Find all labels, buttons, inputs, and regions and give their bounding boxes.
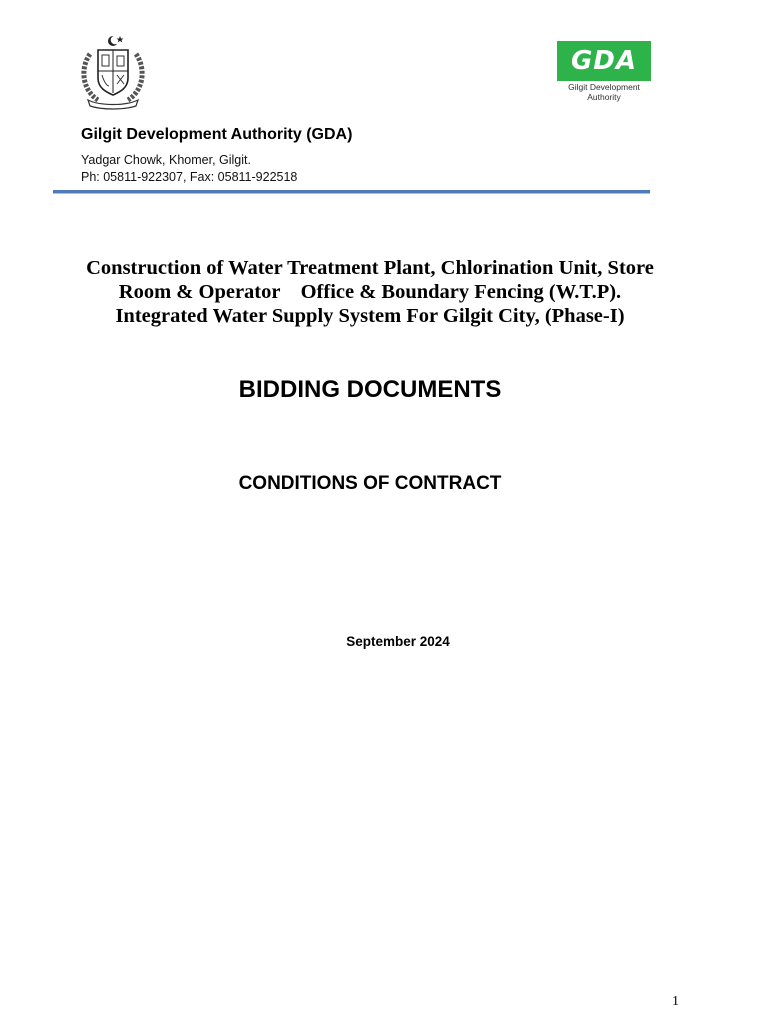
project-title	[40, 256, 700, 328]
document-title: BIDDING DOCUMENTS	[238, 376, 502, 403]
organization-phone-fax: Ph: 05811-922307, Fax: 05811-922518	[81, 170, 298, 184]
gda-logo-caption-line1: Gilgit Development	[568, 82, 640, 92]
document-subtitle: CONDITIONS OF CONTRACT	[238, 473, 502, 494]
organization-name: Gilgit Development Authority (GDA)	[81, 126, 353, 143]
gda-logo-caption	[557, 82, 651, 102]
document-date: September 2024	[346, 634, 450, 649]
gda-logo	[557, 41, 651, 103]
page-number: 1	[672, 994, 679, 1009]
gda-logo-caption-line2: Authority	[587, 92, 621, 102]
project-title-line3: Integrated Water Supply System For Gilgit City, (Phase-I)	[115, 305, 625, 327]
state-emblem-icon	[76, 34, 150, 110]
header-divider	[53, 190, 650, 194]
project-title-line1: Construction of Water Treatment Plant, Chlorination Unit, Store	[86, 257, 654, 279]
gda-logo-mark: GDA	[570, 46, 638, 76]
organization-address: Yadgar Chowk, Khomer, Gilgit.	[81, 153, 251, 167]
project-title-line2: Room & Operator Office & Boundary Fencing (W.T.P).	[118, 281, 622, 303]
